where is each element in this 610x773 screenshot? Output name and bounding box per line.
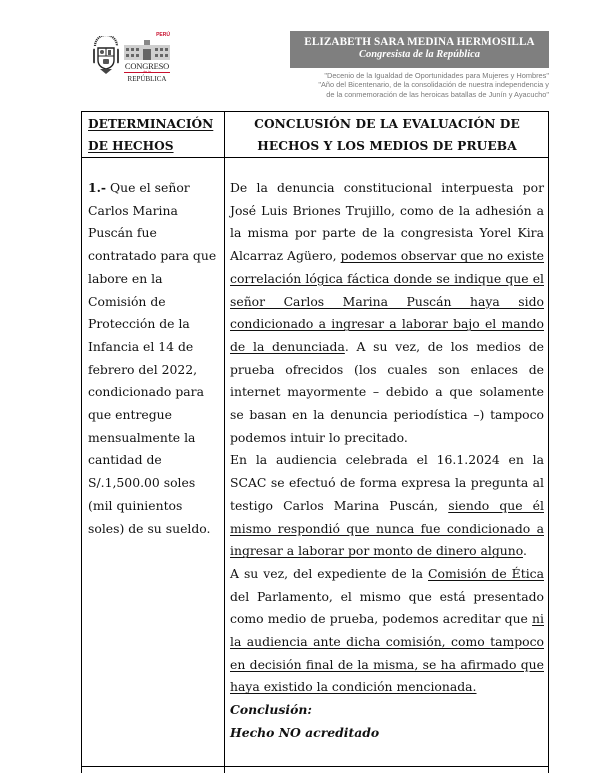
peru-coat-of-arms-logo — [89, 36, 123, 76]
fact-cell — [88, 177, 222, 540]
congresista-name: ELIZABETH SARA MEDINA HERMOSILLA — [304, 36, 535, 48]
table-border-left — [81, 111, 82, 773]
text-segment: . — [523, 543, 527, 559]
conclusion-paragraph-3 — [230, 563, 544, 699]
motto-line-1: "Decenio de la Igualdad de Oportunidades para Mujeres y Hombres" — [324, 71, 549, 80]
conclusion-label: Conclusión: — [230, 702, 312, 718]
header-right-line-2: HECHOS Y LOS MEDIOS DE PRUEBA — [257, 139, 517, 153]
row-divider — [81, 766, 549, 767]
congreso-de-la-republica-logo — [122, 32, 172, 86]
header-row-divider — [81, 157, 549, 158]
congresista-role: Congresista de la República — [358, 49, 481, 60]
text-segment: En la audiencia celebrada el 16.1.2024 en la SCAC se efectuó de forma expresa la pregunta al testigo Carlos Marina Puscán, — [230, 452, 544, 513]
text-segment: A su vez, del expediente de la — [230, 565, 429, 581]
conclusion-cell — [230, 177, 544, 745]
text-segment: del Parlamento, el mismo que está presentado como medio de prueba, podemos acreditar que — [230, 588, 544, 627]
text-segment: De la denuncia constitucional interpuesta por José Luis Briones Trujillo, como de la adhesión a la misma por parte de la congresista Yorel Kira Alcarraz Agüero, — [230, 180, 544, 264]
conclusion-paragraph-2 — [230, 449, 544, 563]
republica-wordmark: REPÚBLICA — [127, 75, 167, 83]
verdict: Hecho NO acreditado — [230, 724, 380, 740]
congress-building-icon — [124, 40, 170, 60]
header-left-line-1: DETERMINACIÓN — [88, 117, 214, 131]
table-border-right — [548, 111, 549, 773]
underlined-finding: podemos observar que no existe correlación lógica fáctica donde se indique que el señor Carlos Marina Puscán haya sido condicionado a ingresar a laborar bajo el mando de la denunciada — [230, 248, 545, 354]
motto-line-3: de la conmemoración de las heroicas batallas de Junín y Ayacucho" — [326, 89, 549, 99]
header-conclusion — [226, 113, 548, 157]
table-border-top — [81, 111, 549, 112]
column-divider — [224, 111, 225, 773]
congreso-wordmark: CONGRESO — [124, 61, 170, 71]
congresista-banner — [290, 31, 549, 68]
underlined-finding: ni la audiencia ante dicha comisión, como tampoco en decisión final de la misma, se ha afirmado que haya existido la condición mencionada. — [230, 611, 544, 695]
header-right-line-1: CONCLUSIÓN DE LA EVALUACIÓN DE — [254, 117, 520, 131]
underlined-comision-etica: Comisión de Ética — [428, 565, 544, 581]
de-la-wordmark: de la — [143, 70, 151, 74]
motto-line-2: "Año del Bicentenario, de la consolidación de nuestra independencia y — [318, 80, 549, 90]
underlined-testimony: siendo que él mismo respondió que nunca fue condicionado a ingresar a laborar por monto de dinero alguno — [230, 497, 544, 559]
conclusion-paragraph-1 — [230, 177, 544, 449]
header-determinacion-de-hechos — [88, 113, 218, 157]
fact-number: 1.- — [88, 180, 107, 195]
text-segment: . A su vez, de los medios de prueba ofrecidos (los cuales son enlaces de internet mayormente – debido a que solamente se basan en la denuncia periodística –) tampoco podemos intuir lo precitado. — [230, 338, 544, 445]
peru-label: PERÚ — [156, 32, 170, 38]
header-left-line-2: DE HECHOS — [88, 139, 174, 153]
fact-text: Que el señor Carlos Marina Puscán fue contratado para que labore en la Comisión de Protección de la Infancia el 14 de febrero del 2022, condicionado para que entregue mensualmente la cantidad de S/.1,500.00 soles (mil quinientos soles) de su sueldo. — [88, 180, 217, 536]
decenio-motto — [285, 71, 549, 99]
